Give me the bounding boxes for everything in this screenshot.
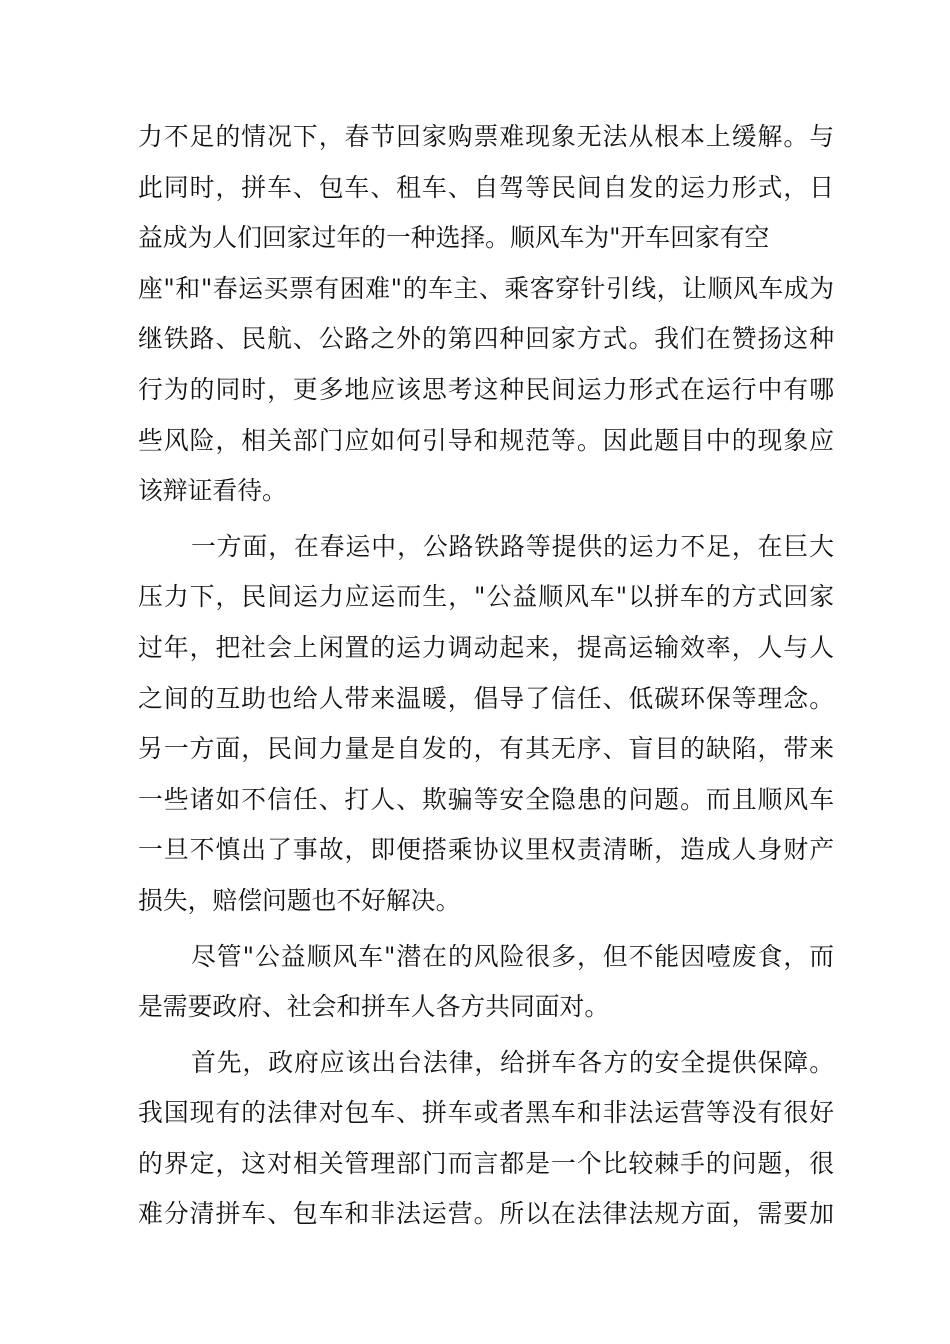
text-line: 压力下，民间运力应运而生，"公益顺风车"以拼车的方式回家 bbox=[138, 582, 834, 612]
paragraph-4 bbox=[138, 1038, 834, 1240]
text-line: 首先，政府应该出台法律，给拼车各方的安全提供保障。 bbox=[191, 1047, 834, 1077]
text-line: 我国现有的法律对包车、拼车或者黑车和非法运营等没有很好 bbox=[138, 1098, 834, 1128]
text-line: 损失，赔偿问题也不好解决。 bbox=[138, 885, 461, 915]
text-line: 一方面，在春运中，公路铁路等提供的运力不足，在巨大 bbox=[191, 531, 834, 561]
text-line: 一旦不慎出了事故，即便搭乘协议里权责清晰，造成人身财产 bbox=[138, 835, 834, 865]
text-line: 力不足的情况下，春节回家购票难现象无法从根本上缓解。与 bbox=[138, 122, 834, 151]
text-line: 是需要政府、社会和拼车人各方共同面对。 bbox=[138, 992, 610, 1022]
text-line: 行为的同时，更多地应该思考这种民间运力形式在运行中有哪 bbox=[138, 374, 834, 404]
text-line: 尽管"公益顺风车"潜在的风险很多，但不能因噎废食，而 bbox=[191, 941, 834, 971]
paragraph-3 bbox=[138, 932, 834, 1033]
text-line: 此同时，拼车、包车、租车、自驾等民间自发的运力形式，日 bbox=[138, 172, 834, 202]
text-line: 过年，把社会上闲置的运力调动起来，提高运输效率，人与人 bbox=[138, 632, 834, 662]
text-line: 些风险，相关部门应如何引导和规范等。因此题目中的现象应 bbox=[138, 425, 834, 455]
text-line: 的界定，这对相关管理部门而言都是一个比较棘手的问题，很 bbox=[138, 1148, 834, 1178]
text-line: 难分清拼车、包车和非法运营。所以在法律法规方面，需要加 bbox=[138, 1199, 834, 1229]
text-line: 益成为人们回家过年的一种选择。顺风车为"开车回家有空 bbox=[138, 223, 770, 253]
paragraph-2 bbox=[138, 522, 834, 927]
text-line: 之间的互助也给人带来温暖，倡导了信任、低碳环保等理念。 bbox=[138, 683, 834, 713]
text-line: 继铁路、民航、公路之外的第四种回家方式。我们在赞扬这种 bbox=[138, 324, 834, 354]
text-line: 座"和"春运买票有困难"的车主、乘客穿针引线，让顺风车成为 bbox=[138, 273, 834, 303]
paragraph-1 bbox=[138, 112, 834, 517]
body-text bbox=[138, 112, 834, 1240]
text-line: 另一方面，民间力量是自发的，有其无序、盲目的缺陷，带来 bbox=[138, 734, 834, 764]
text-line: 该辩证看待。 bbox=[138, 476, 287, 506]
text-line: 一些诸如不信任、打人、欺骗等安全隐患的问题。而且顺风车 bbox=[138, 784, 834, 814]
